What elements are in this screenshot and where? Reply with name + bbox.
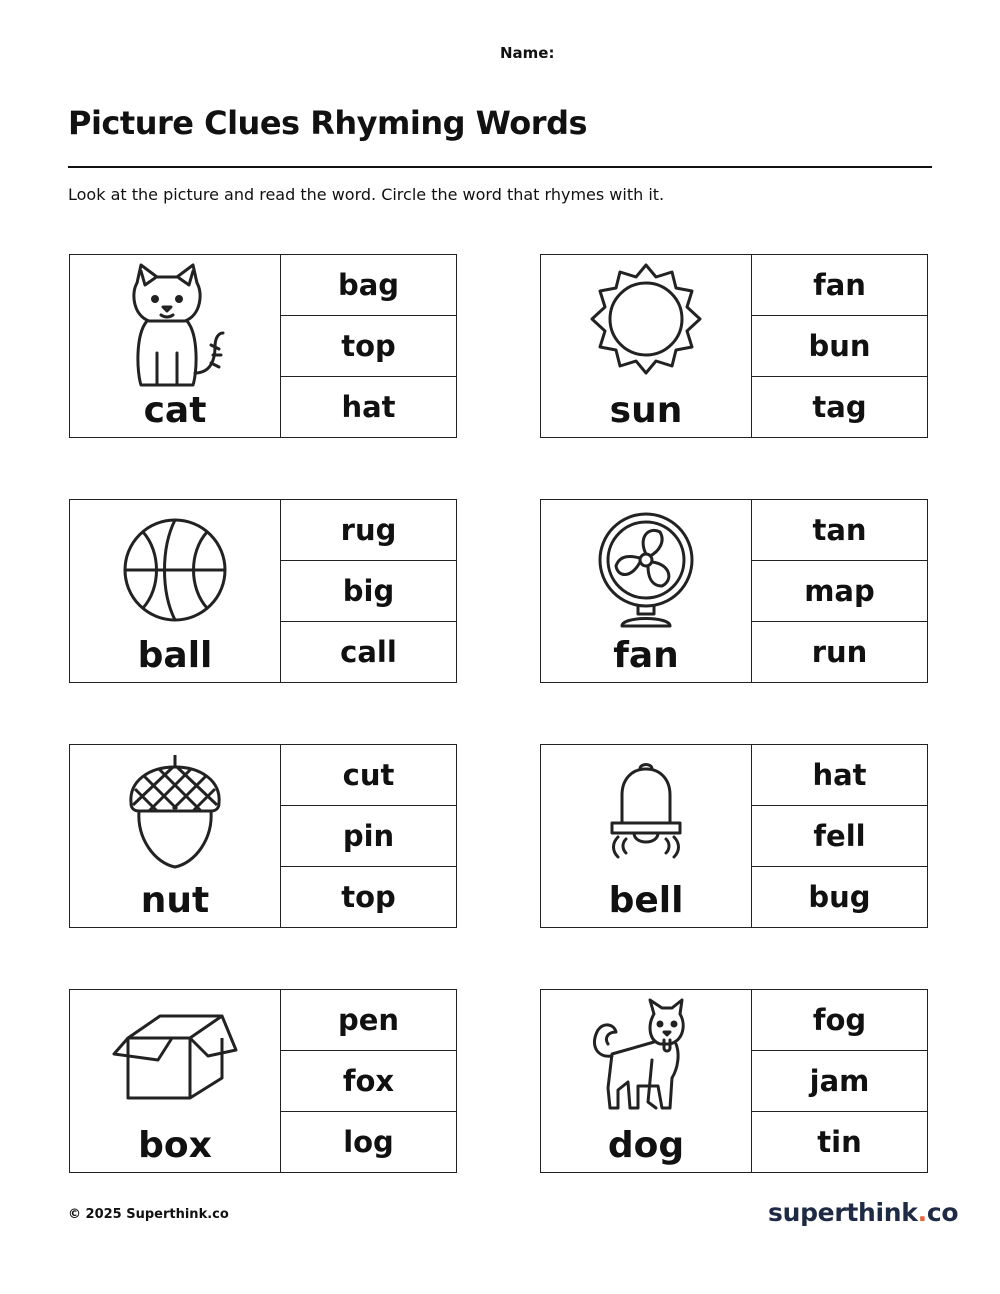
target-word: dog xyxy=(607,1125,685,1166)
acorn-icon xyxy=(115,753,235,877)
rhyme-option[interactable]: fell xyxy=(752,806,927,867)
rhyme-options xyxy=(281,255,456,437)
rhyme-card-nut xyxy=(69,744,457,928)
box-icon xyxy=(110,998,240,1122)
rhyme-option[interactable]: top xyxy=(341,880,396,914)
rhyme-option[interactable]: fog xyxy=(752,990,927,1051)
target-word: bell xyxy=(608,880,684,921)
target-word: ball xyxy=(137,635,213,676)
rhyme-option[interactable]: jam xyxy=(752,1051,927,1112)
rhyme-option[interactable]: fox xyxy=(281,1051,456,1112)
rhyme-option[interactable]: rug xyxy=(281,500,456,561)
brand-logo[interactable] xyxy=(768,1198,958,1227)
rhyme-card-sun xyxy=(540,254,928,438)
rhyme-option[interactable]: call xyxy=(340,635,397,669)
title-divider xyxy=(68,166,932,168)
picture-panel xyxy=(541,990,752,1172)
rhyme-option[interactable]: bun xyxy=(752,316,927,377)
dog-icon xyxy=(586,998,706,1122)
rhyme-option[interactable]: big xyxy=(281,561,456,622)
rhyme-option[interactable]: map xyxy=(752,561,927,622)
rhyme-card-bell xyxy=(540,744,928,928)
name-label: Name: xyxy=(500,44,555,62)
sun-icon xyxy=(586,263,706,387)
picture-panel xyxy=(70,500,281,682)
rhyme-option[interactable]: pen xyxy=(281,990,456,1051)
picture-panel xyxy=(70,255,281,437)
target-word: cat xyxy=(143,390,207,431)
picture-panel xyxy=(541,745,752,927)
rhyme-option[interactable]: hat xyxy=(752,745,927,806)
rhyme-card-cat xyxy=(69,254,457,438)
rhyme-options xyxy=(281,990,456,1172)
picture-panel xyxy=(70,745,281,927)
picture-panel xyxy=(70,990,281,1172)
rhyme-options xyxy=(281,500,456,682)
cat-icon xyxy=(115,263,235,393)
page-title: Picture Clues Rhyming Words xyxy=(68,104,588,142)
rhyme-option[interactable]: bag xyxy=(281,255,456,316)
copyright: © 2025 Superthink.co xyxy=(68,1207,229,1222)
rhyme-option[interactable]: tin xyxy=(817,1125,862,1159)
brand-name: superthink xyxy=(768,1198,918,1227)
rhyme-options xyxy=(752,990,927,1172)
rhyme-option[interactable]: run xyxy=(811,635,868,669)
rhyme-option[interactable]: log xyxy=(343,1125,394,1159)
fan-icon xyxy=(586,508,706,632)
rhyme-card-box xyxy=(69,989,457,1173)
rhyme-option[interactable]: tag xyxy=(812,390,867,424)
rhyme-options xyxy=(281,745,456,927)
rhyme-options xyxy=(752,500,927,682)
instructions: Look at the picture and read the word. Circle the word that rhymes with it. xyxy=(68,185,665,204)
rhyme-options xyxy=(752,255,927,437)
brand-dot: . xyxy=(917,1198,927,1227)
rhyme-option[interactable]: cut xyxy=(281,745,456,806)
rhyme-card-ball xyxy=(69,499,457,683)
rhyme-options xyxy=(752,745,927,927)
rhyme-option[interactable]: fan xyxy=(752,255,927,316)
picture-panel xyxy=(541,255,752,437)
picture-panel xyxy=(541,500,752,682)
target-word: fan xyxy=(613,635,679,676)
rhyme-option[interactable]: hat xyxy=(341,390,396,424)
target-word: box xyxy=(138,1125,212,1166)
rhyme-option[interactable]: tan xyxy=(752,500,927,561)
basketball-icon xyxy=(115,508,235,632)
rhyme-option[interactable]: pin xyxy=(281,806,456,867)
target-word: nut xyxy=(140,880,210,921)
rhyme-card-dog xyxy=(540,989,928,1173)
rhyme-option[interactable]: bug xyxy=(808,880,871,914)
brand-suffix: co xyxy=(926,1198,959,1227)
rhyme-card-fan xyxy=(540,499,928,683)
target-word: sun xyxy=(609,390,683,431)
rhyme-option[interactable]: top xyxy=(281,316,456,377)
bell-icon xyxy=(586,753,706,877)
